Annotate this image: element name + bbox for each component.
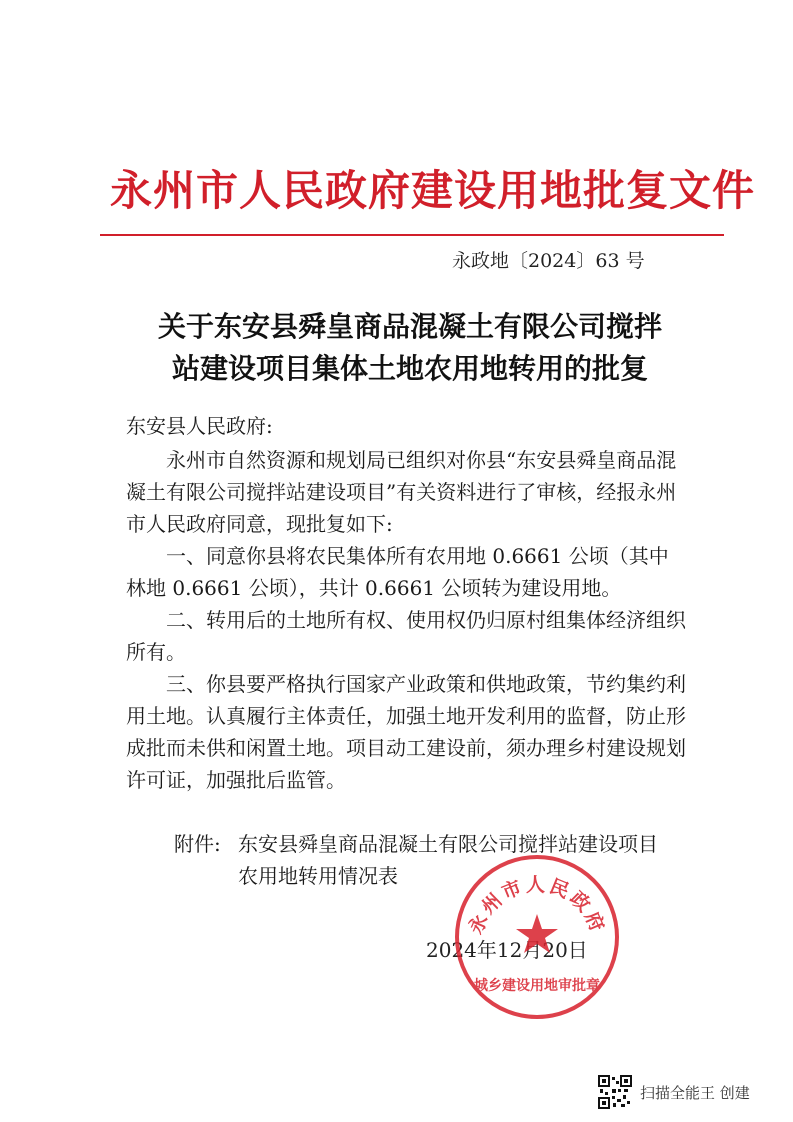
salutation: 东安县人民政府:	[126, 414, 273, 438]
paragraph-intro: 永州市自然资源和规划局已组织对你县“东安县舜皇商品混凝土有限公司搅拌站建设项目”有关资料进行了审核，经报永州市人民政府同意，现批复如下:	[126, 448, 677, 536]
attachment-line1: 东安县舜皇商品混凝土有限公司搅拌站建设项目	[238, 832, 658, 856]
document-title-line2: 站建设项目集体土地农用地转用的批复	[171, 352, 648, 385]
document-title-line1: 关于东安县舜皇商品混凝土有限公司搅拌	[157, 310, 662, 343]
seal-star-icon	[516, 914, 558, 953]
document-title	[120, 306, 700, 390]
paragraph-item-3: 三、你县要严格执行国家产业政策和供地政策，节约集约利用土地。认真履行主体责任，加强土地开发利用的监督，防止形成批而未供和闲置土地。项目动工建设前，须办理乡村建设规划许可证，加强批后监管。	[126, 672, 686, 792]
attachment-line2: 农用地转用情况表	[238, 864, 398, 888]
paragraph-item-1: 一、同意你县将农民集体所有农用地 0.6661 公顷（其中林地 0.6661 公顷），共计 0.6661 公顷转为建设用地。	[126, 544, 669, 600]
qr-code-icon	[598, 1075, 632, 1109]
official-seal	[452, 852, 622, 1022]
attachment-label: 附件:	[174, 832, 221, 856]
document-number: 永政地〔2024〕63 号	[452, 250, 645, 272]
scanner-watermark	[598, 1072, 750, 1112]
issue-date: 2024年12月20日	[426, 938, 588, 962]
seal-arc-text: 永州市人民政府	[464, 874, 610, 938]
header-title: 永州市人民政府建设用地批复文件	[110, 166, 756, 215]
scanner-label: 扫描全能王 创建	[640, 1083, 750, 1102]
seal-bottom-text: 城乡建设用地审批章	[474, 978, 600, 994]
header-divider	[100, 234, 724, 236]
paragraph-item-2: 二、转用后的土地所有权、使用权仍归原村组集体经济组织所有。	[126, 608, 686, 664]
